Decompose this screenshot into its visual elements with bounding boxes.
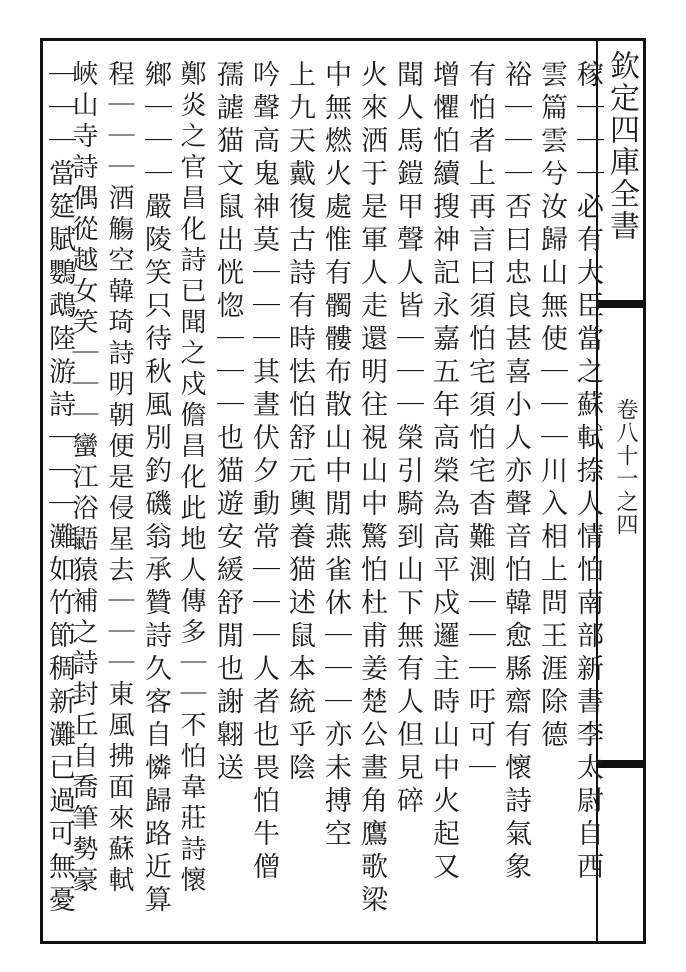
text-column-4: 有怕者上再言曰須怕宅須怕宅杳難測｜｜｜吁可｜ — [464, 60, 495, 786]
text-column-14: 程｜｜｜酒觴空韓琦詩明朝便是侵星去｜｜｜東風拂面來蘇軾 — [104, 60, 134, 897]
text-column-3: 裕｜｜｜否曰忠良甚喜小人亦聲音怕韓愈縣齋有懷詩氣象 — [500, 60, 531, 885]
text-column-9: 上九天戴復古詩有時怯怕舒元輿養猫述鼠本統乎陰 — [284, 60, 315, 786]
text-column-12: 鄭炎之官昌化詩已聞之戍儋昌化此地人傳多｜｜不怕韋莊詩懷 — [176, 60, 206, 897]
fish-tail-mark-bottom — [596, 760, 646, 768]
text-column-1: 稼｜｜｜必有大臣當之蘇軾捺人情怕南部新書李太尉自西 — [572, 60, 603, 885]
text-column-10: 吟聲高鬼神莫｜｜｜其晝伏夕動常｜｜｜人者也畏怕牛僧 — [248, 60, 279, 885]
text-column-7: 火來洒于是軍人走還明往視山中驚怕杜甫姜楚公畫角鷹歌梁 — [356, 60, 387, 918]
fish-tail-mark-top — [596, 300, 646, 308]
volume-marker: 卷八十一之四 — [613, 398, 638, 536]
collection-title: 欽定四庫全書 — [604, 50, 639, 242]
text-column-5: 增懼怕續搜神記永嘉五年高榮為高平戍邏主時山中火起又 — [428, 60, 459, 885]
text-column-13: 鄉｜｜｜嚴陵笑只待秋風別釣磯翁承贊詩久客自憐歸路近算 — [140, 60, 171, 918]
text-column-11: 孺謔猫文鼠出恍惚｜｜｜也猫遊安緩舒閒也謝翺送 — [212, 60, 243, 786]
text-column-15: 峽山寺詩偶從越女笑｜｜｜蠻江浴鼯猿補之詩封丘自喬筆勢豪 — [68, 60, 98, 897]
text-column-2: 雲篇雲兮汝歸山無使｜｜｜川入相上問王涯除德 — [536, 60, 567, 753]
text-column-16: ｜｜｜當筵賦鸚鵡陸游詩｜｜｜灘如竹節稠新灘已過可無憂 — [44, 60, 75, 918]
text-column-6: 聞人馬鎧甲聲人皆｜｜｜榮引騎到山下無有人但見碎 — [392, 60, 423, 819]
text-column-8: 中無燃火處惟有髑髏布散山中閒燕雀休｜｜｜亦未搏空 — [320, 60, 351, 852]
